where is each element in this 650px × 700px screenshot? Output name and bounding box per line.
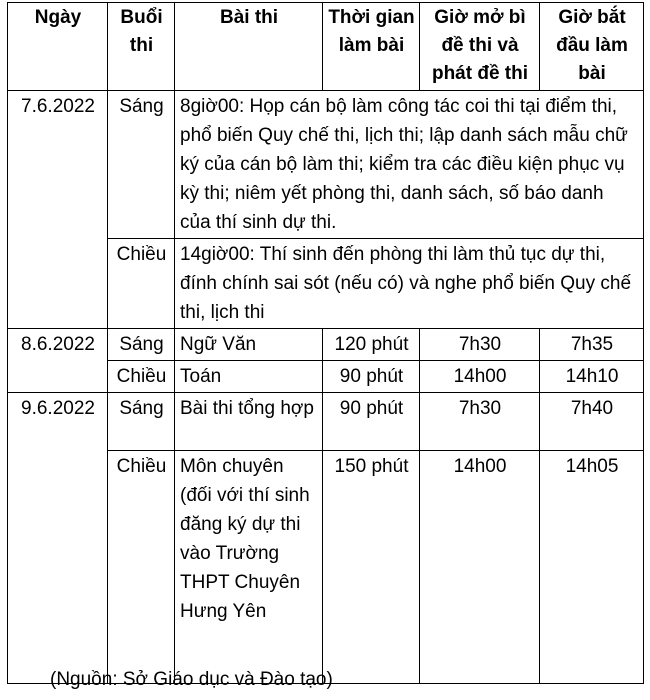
subject-cell: Môn chuyên (đối với thí sinh đăng ký dự thi vào Trường THPT Chuyên Hưng Yên	[175, 451, 323, 684]
open-time-cell: 14h00	[420, 361, 540, 393]
duration-cell: 120 phút	[323, 329, 420, 361]
table-row	[8, 393, 644, 451]
start-time-cell: 14h10	[540, 361, 644, 393]
header-start-time: Giờ bắt đầu làm bài	[540, 3, 644, 91]
session-cell: Sáng	[108, 393, 175, 451]
date-cell: 8.6.2022	[8, 329, 108, 393]
table-row	[8, 91, 644, 239]
session-cell: Chiều	[108, 451, 175, 684]
start-time-cell: 14h05	[540, 451, 644, 684]
open-time-cell: 7h30	[420, 329, 540, 361]
header-date: Ngày	[8, 3, 108, 91]
open-time-cell: 7h30	[420, 393, 540, 451]
session-cell: Chiều	[108, 361, 175, 393]
date-cell: 9.6.2022	[8, 393, 108, 684]
header-open-time: Giờ mở bì đề thi và phát đề thi	[420, 3, 540, 91]
duration-cell: 150 phút	[323, 451, 420, 684]
source-note: (Nguồn: Sở Giáo dục và Đào tạo)	[50, 669, 333, 690]
session-cell: Chiều	[108, 239, 175, 329]
open-time-cell: 14h00	[420, 451, 540, 684]
subject-cell: Toán	[175, 361, 323, 393]
description-cell: 14giờ00: Thí sinh đến phòng thi làm thủ tục dự thi, đính chính sai sót (nếu có) và nghe phổ biến Quy chế thi, lịch thi	[175, 239, 644, 329]
duration-cell: 90 phút	[323, 393, 420, 451]
header-duration: Thời gian làm bài	[323, 3, 420, 91]
exam-schedule-table	[7, 2, 644, 684]
subject-cell: Ngữ Văn	[175, 329, 323, 361]
start-time-cell: 7h35	[540, 329, 644, 361]
date-cell: 7.6.2022	[8, 91, 108, 329]
subject-cell: Bài thi tổng hợp	[175, 393, 323, 451]
header-subject: Bài thi	[175, 3, 323, 91]
table-header-row	[8, 3, 644, 91]
table-row	[8, 329, 644, 361]
duration-cell: 90 phút	[323, 361, 420, 393]
session-cell: Sáng	[108, 91, 175, 239]
description-cell: 8giờ00: Họp cán bộ làm công tác coi thi tại điểm thi, phổ biến Quy chế thi, lịch thi; lập danh sách mẫu chữ ký của cán bộ làm thi; kiểm tra các điều kiện phục vụ kỳ thi; niêm yết phòng thi, danh sách, số báo danh của thí sinh dự thi.	[175, 91, 644, 239]
header-session: Buổi thi	[108, 3, 175, 91]
session-cell: Sáng	[108, 329, 175, 361]
start-time-cell: 7h40	[540, 393, 644, 451]
